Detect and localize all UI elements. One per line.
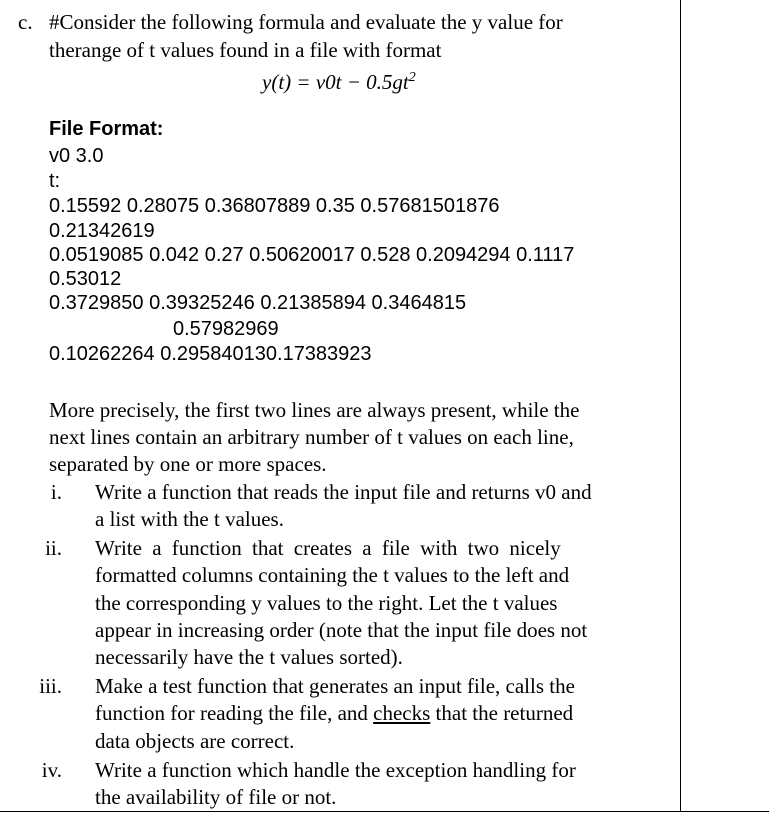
- formula-body: y(t) = v0t − 0.5gt: [262, 70, 409, 94]
- task-line: necessarily have the t values sorted).: [95, 645, 403, 669]
- task-number: i.: [50, 480, 62, 504]
- task-line: the corresponding y values to the right. Let the t values: [95, 591, 558, 615]
- task-line: [95, 700, 573, 726]
- formula: [262, 69, 416, 95]
- file-format-line: 0.0519085 0.042 0.27 0.50620017 0.528 0.2094294 0.1117: [49, 244, 575, 266]
- file-format-line: 0.15592 0.28075 0.36807889 0.35 0.57681501876: [49, 195, 500, 217]
- file-format-line: 0.57982969: [173, 318, 279, 340]
- task-line: Make a test function that generates an input file, calls the: [95, 674, 575, 698]
- task-line: data objects are correct.: [95, 729, 295, 753]
- table-border-right: [680, 0, 681, 812]
- task-line: the availability of file or not.: [95, 785, 337, 809]
- task-line-part: function for reading the file, and: [95, 701, 374, 725]
- task-line: formatted columns containing the t values to the left and: [95, 563, 570, 587]
- intro-line-1: More precisely, the first two lines are always present, while the: [49, 398, 580, 422]
- intro-line-2: next lines contain an arbitrary number of t values on each line,: [49, 425, 574, 449]
- task-line: Write a function that creates a file with two nicely: [95, 536, 561, 560]
- intro-line-3: separated by one or more spaces.: [49, 452, 327, 476]
- file-format-line: 0.21342619: [49, 220, 155, 242]
- task-number: ii.: [45, 536, 62, 560]
- task-line: a list with the t values.: [95, 507, 284, 531]
- file-format-heading: File Format:: [49, 118, 164, 140]
- file-format-line: 0.10262264 0.295840130.17383923: [49, 343, 372, 365]
- task-number: iii.: [39, 674, 62, 698]
- file-format-line: v0 3.0: [49, 145, 104, 167]
- task-line: Write a function which handle the exception handling for: [95, 758, 576, 782]
- task-line-part: that the returned: [430, 701, 574, 725]
- question-line-2: therange of t values found in a file with format: [49, 38, 442, 62]
- task-line: appear in increasing order (note that the input file does not: [95, 618, 588, 642]
- task-number: iv.: [41, 758, 62, 782]
- table-border-bottom: [0, 811, 769, 812]
- task-underlined-word: checks: [373, 701, 431, 725]
- question-line-1: #Consider the following formula and evaluate the y value for: [49, 10, 563, 34]
- formula-exponent: 2: [408, 70, 416, 85]
- file-format-line: 0.3729850 0.39325246 0.21385894 0.3464815: [49, 292, 467, 314]
- task-line: Write a function that reads the input file and returns v0 and: [95, 480, 592, 504]
- file-format-line: 0.53012: [49, 268, 122, 290]
- file-format-line: t:: [49, 170, 61, 192]
- question-label: c.: [18, 10, 33, 34]
